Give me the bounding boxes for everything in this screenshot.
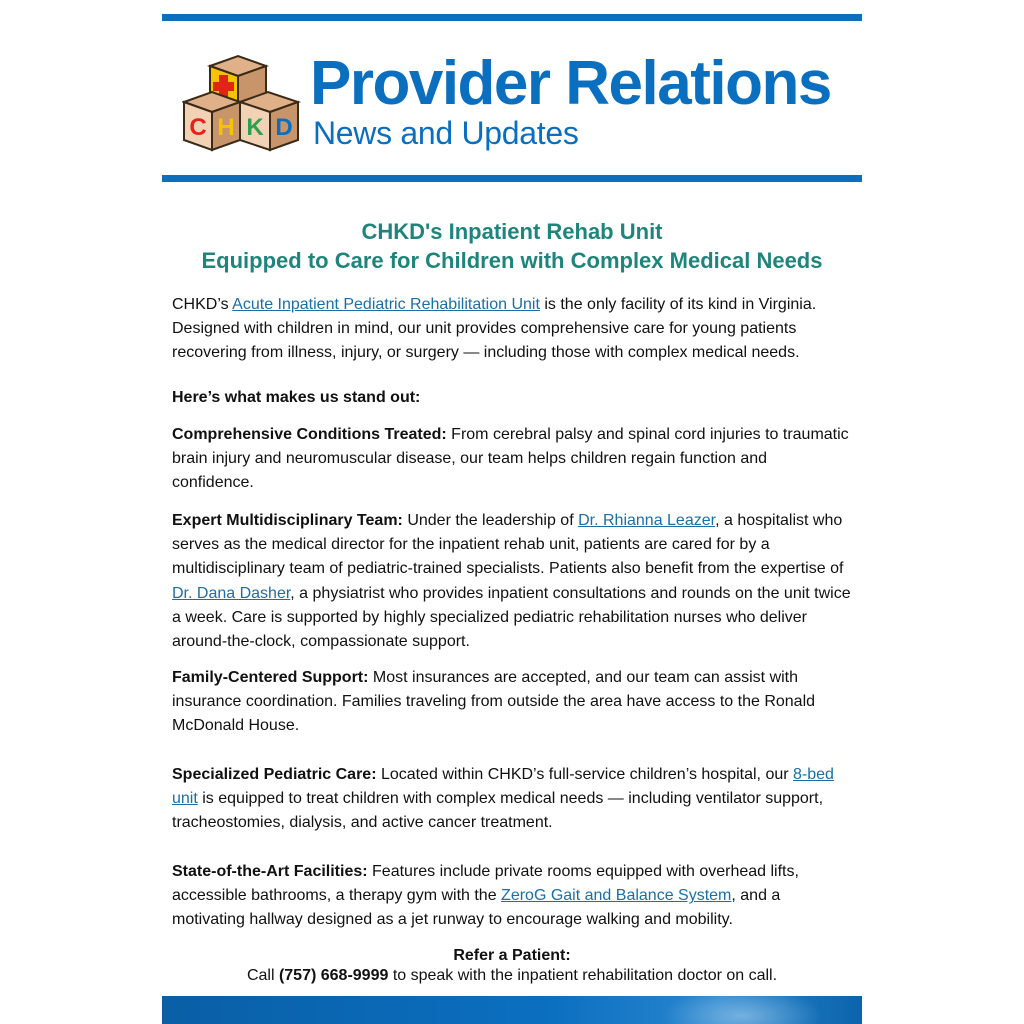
headline-line-2: Equipped to Care for Children with Complex Medical Needs [201,248,823,273]
refer-patient [162,946,862,986]
intro-paragraph: CHKD’s Acute Inpatient Pediatric Rehabilitation Unit is the only facility of its kind in Virginia. Designed with children in mind, our unit provides comprehensive care for young patients recovering from illness, injury, or surgery — including those with complex medical needs. [172,296,817,362]
refer-phone[interactable]: (757) 668-9999 [278,967,389,984]
headline-line-1: CHKD's Inpatient Rehab Unit [361,219,663,244]
logo-letter-k: K [246,114,264,141]
chkd-blocks-logo-icon [182,52,302,156]
family-paragraph: Family-Centered Support: Most insurances are accepted, and our team can assist with insurance coordination. Families traveling from outside the area have access to the Ronald McDonald House. [172,669,816,735]
refer-title: Refer a Patient: [453,947,571,964]
facilities-paragraph: State-of-the-Art Facilities: Features include private rooms equipped with overhead lifts, accessible bathrooms, a therapy gym with the ZeroG Gait and Balance System, and a motivating hallway designed as a jet runway to encourage walking and mobility. [172,863,799,929]
standout-heading: Here’s what makes us stand out: [172,389,421,406]
conditions-paragraph: Comprehensive Conditions Treated: From cerebral palsy and spinal cord injuries to traumatic brain injury and neuromuscular disease, our team helps children regain function and confidence. [172,426,849,492]
eight-bed-unit-link[interactable]: 8-bed unit [172,766,834,808]
zerog-link[interactable]: ZeroG Gait and Balance System [501,887,732,905]
rehab-unit-link[interactable]: Acute Inpatient Pediatric Rehabilitation Unit [232,296,540,313]
team-paragraph: Expert Multidisciplinary Team: Under the leadership of Dr. Rhianna Leazer, a hospitalist who serves as the medical director for the inpatient rehab unit, patients are cared for by a multidisciplinary team of pediatric-trained specialists. Patients also benefit from the expertise of Dr. Dana Dasher, a physiatrist who provides inpatient consultations and rounds on the unit twice a week. Care is supported by highly specialized pediatric rehabilitation nurses who deliver around-the-clock, compassionate support. [172,512,851,651]
refer-line: Call (757) 668-9999 to speak with the inpatient rehabilitation doctor on call. [246,967,778,984]
logo-letter-d: D [275,114,293,141]
footer-banner [162,996,862,1024]
header-top-rule [162,14,862,21]
specialized-paragraph: Specialized Pediatric Care: Located within CHKD’s full-service children’s hospital, our 8-bed unit is equipped to treat children with complex medical needs — including ventilator support, tracheostomies, dialysis, and active cancer treatment. [172,766,834,832]
logo-letter-c: C [189,114,207,141]
team-label: Expert Multidisciplinary Team: [172,512,403,529]
dr-dasher-link[interactable]: Dr. Dana Dasher [172,584,291,602]
header-bottom-rule [162,175,862,182]
family-label: Family-Centered Support: [172,669,369,686]
facilities-label: State-of-the-Art Facilities: [172,863,368,880]
brand-subtitle: News and Updates [313,115,579,151]
dr-leazer-link[interactable]: Dr. Rhianna Leazer [578,512,716,529]
article-headline [162,217,862,275]
conditions-label: Comprehensive Conditions Treated: [172,426,447,443]
specialized-label: Specialized Pediatric Care: [172,766,377,783]
logo-letter-h: H [217,114,235,141]
newsletter [162,0,862,1024]
brand-title: Provider Relations [310,49,831,118]
